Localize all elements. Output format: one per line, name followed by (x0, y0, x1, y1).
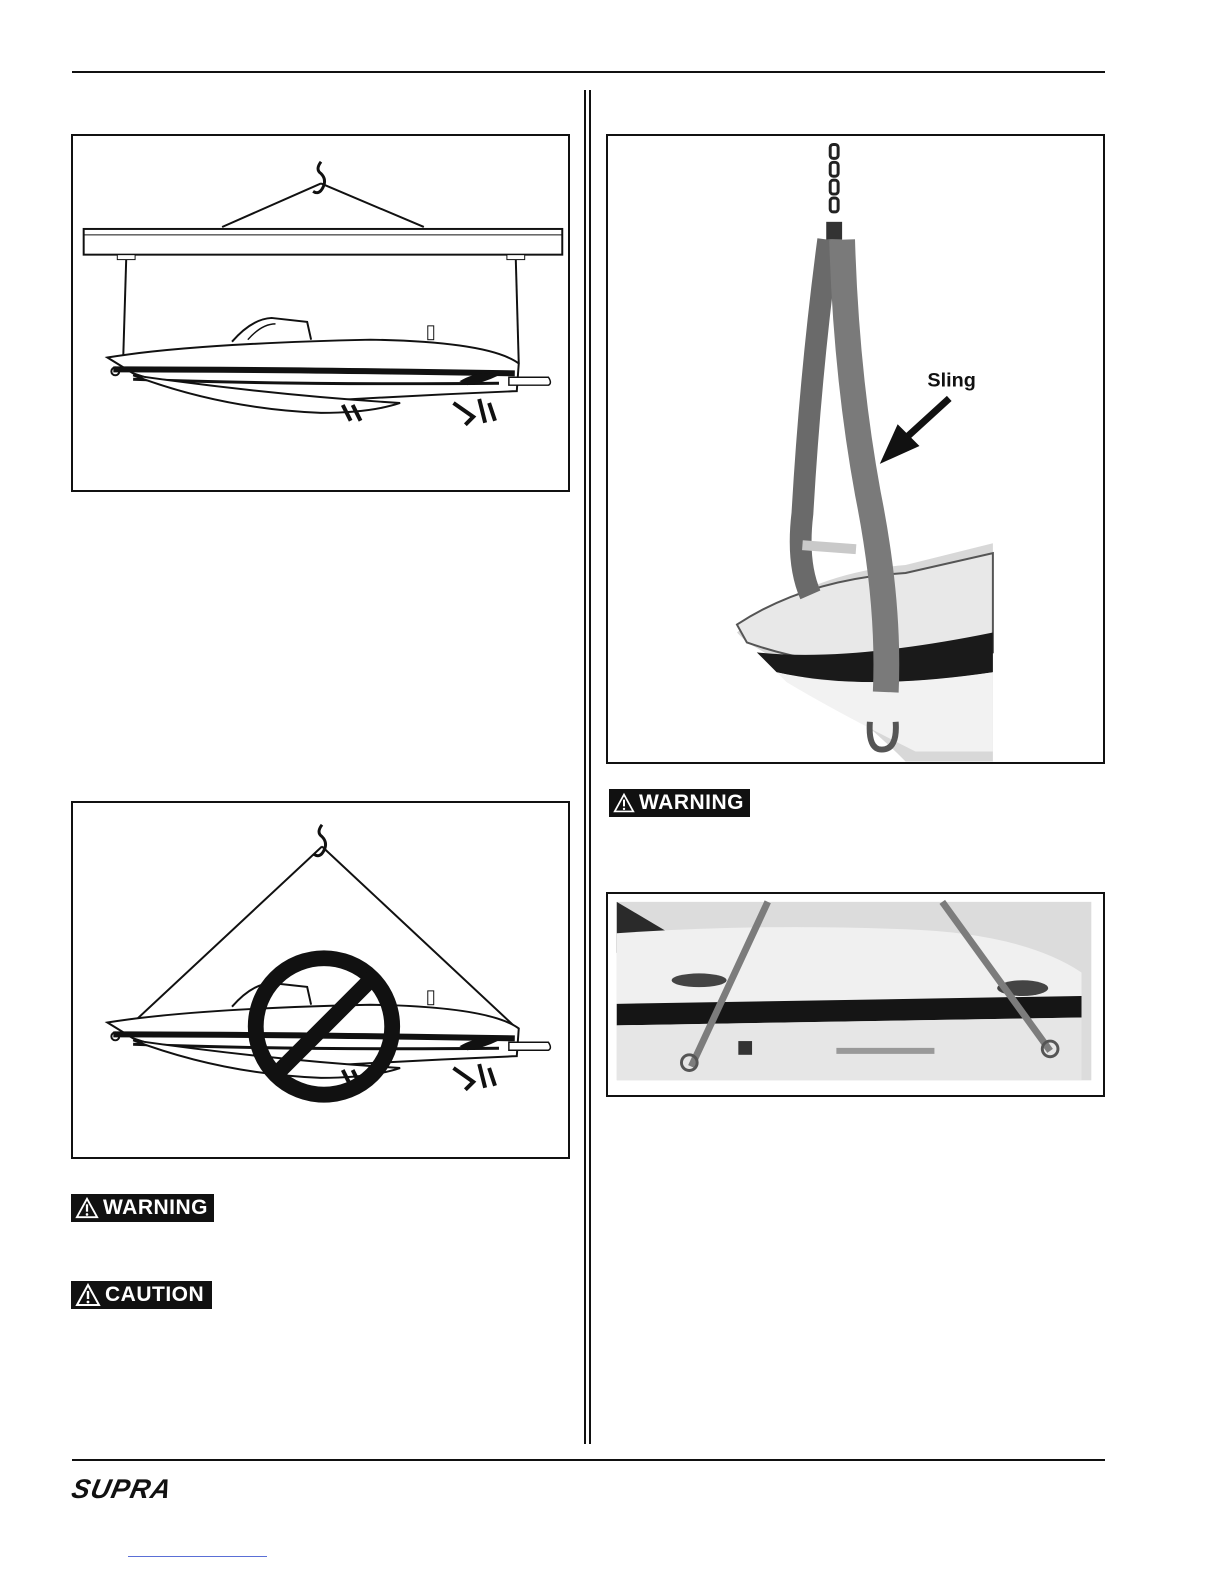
spreader-bar-boat-illustration (73, 136, 568, 490)
footer-link-underline[interactable] (128, 1556, 267, 1557)
bow-sling-photo (608, 136, 1103, 762)
warning-triangle-icon (613, 791, 635, 815)
sling-label: Sling (927, 369, 976, 392)
column-divider-left (584, 90, 586, 1444)
stern-straps-photo (608, 894, 1103, 1095)
figure-bow-sling-photo (606, 134, 1105, 764)
caution-badge-left (71, 1281, 212, 1309)
figure-improper-lift (71, 801, 570, 1159)
supra-logo: SUPRA (68, 1474, 175, 1504)
header-rule (72, 71, 1105, 73)
prohibited-lift-illustration (73, 803, 568, 1157)
warning-badge-label: WARNING (639, 791, 744, 814)
figure-spreader-bar-lift (71, 134, 570, 492)
warning-badge-left (71, 1194, 214, 1222)
figure-stern-eye-straps-photo (606, 892, 1105, 1097)
caution-triangle-icon (75, 1283, 101, 1307)
column-divider-right (589, 90, 591, 1444)
warning-badge-label: WARNING (103, 1196, 208, 1219)
caution-badge-label: CAUTION (105, 1283, 205, 1306)
footer-rule (72, 1459, 1105, 1461)
warning-triangle-icon (75, 1196, 99, 1220)
boat-drawing (107, 318, 550, 425)
warning-badge-right (609, 789, 750, 817)
